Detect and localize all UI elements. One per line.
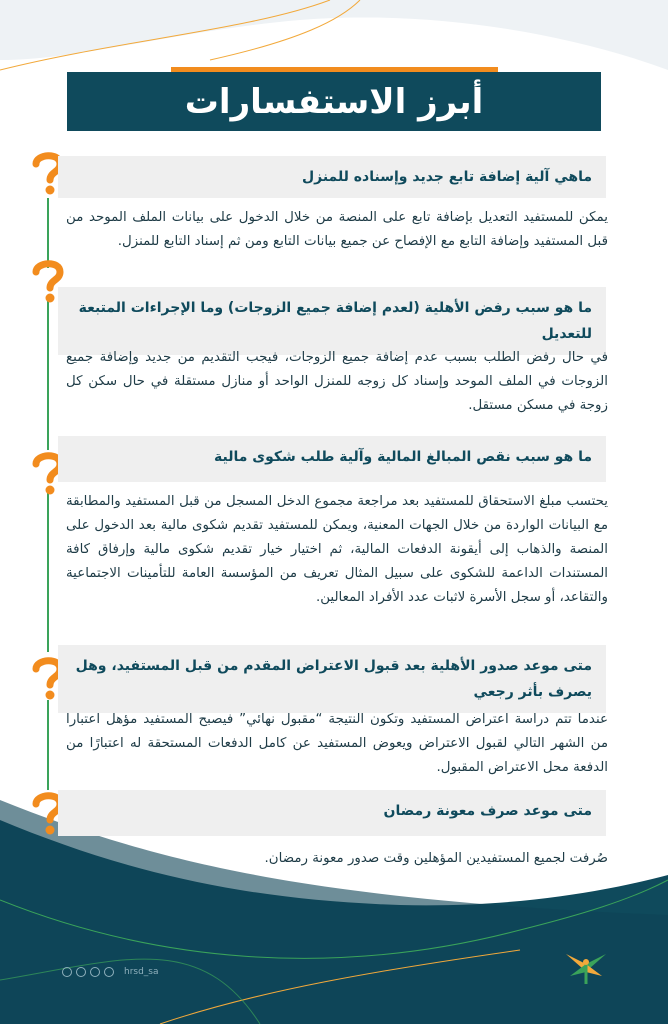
faq-question: ماهي آلية إضافة تابع جديد وإسناده للمنزل	[58, 156, 606, 198]
faq-question: ما هو سبب رفض الأهلية (لعدم إضافة جميع الزوجات) وما الإجراءات المتبعة للتعديل	[58, 287, 606, 355]
instagram-icon[interactable]	[104, 967, 114, 977]
faq-answer: عندما تتم دراسة اعتراض المستفيد وتكون النتيجة “مقبول نهائي” فيصبح المستفيد مؤهل اعتبارا من الشهر التالي لقبول الاعتراض ويعوض المستفيد عن كامل الدفعات المستحقة له اعتبارًا من الدفعة محل الاعتراض المقبول.	[66, 712, 608, 775]
faq-answer: في حال رفض الطلب بسبب عدم إضافة جميع الزوجات، فيجب التقديم من جديد وإضافة جميع الزوجات في الملف الموحد وإسناد كل زوجه للمنزل الواحد أو منازل مستقلة في حال سكن كل زوجة في مسكن مستقل.	[66, 350, 608, 413]
connector-line	[47, 300, 49, 450]
faq-answer: يحتسب مبلغ الاستحقاق للمستفيد بعد مراجعة مجموع الدخل المسجل من قبل المستفيد والمطابقة مع البيانات الواردة من خلال الجهات المعنية، ويمكن للمستفيد تقديم شكوى مالية بعد الدخول على المنصة والذهاب إلى أيقونة الدفعات المالية، ثم اختيار خيار تقديم شكوى مالية وإرفاق كافة المستندات الداعمة للشكوى على سبيل المثال تعريف من المؤسسة العامة للتأمينات الاجتماعية والتقاعد، أو سجل الأسرة لاثبات عدد الأفراد المعالين.	[66, 494, 608, 605]
twitter-icon[interactable]	[62, 967, 72, 977]
youtube-icon[interactable]	[76, 967, 86, 977]
page-title: أبرز الاستفسارات	[184, 81, 484, 122]
faq-question: متى موعد صرف معونة رمضان	[58, 790, 606, 836]
social-footer	[62, 967, 159, 977]
connector-line	[47, 700, 49, 790]
ministry-logo	[560, 942, 612, 988]
facebook-icon[interactable]	[90, 967, 100, 977]
faq-answer: يمكن للمستفيد التعديل بإضافة تابع على المنصة من خلال الدخول على بيانات الملف الموحد من قبل المستفيد وإضافة التابع مع الإفصاح عن جميع بيانات التابع ومن ثم إسناد التابع للمنزل.	[66, 210, 608, 249]
page-title-box	[67, 72, 601, 131]
social-handle[interactable]: hrsd_sa	[124, 967, 159, 977]
faq-answer: صُرفت لجميع المستفيدين المؤهلين وقت صدور معونة رمضان.	[264, 851, 608, 866]
title-accent-bar	[171, 67, 498, 72]
faq-question: ما هو سبب نقص المبالغ المالية وآلية طلب شكوى مالية	[58, 436, 606, 482]
connector-line	[47, 492, 49, 652]
faq-question: متى موعد صدور الأهلية بعد قبول الاعتراض المقدم من قبل المستفيد، وهل يصرف بأثر رجعي	[58, 645, 606, 713]
